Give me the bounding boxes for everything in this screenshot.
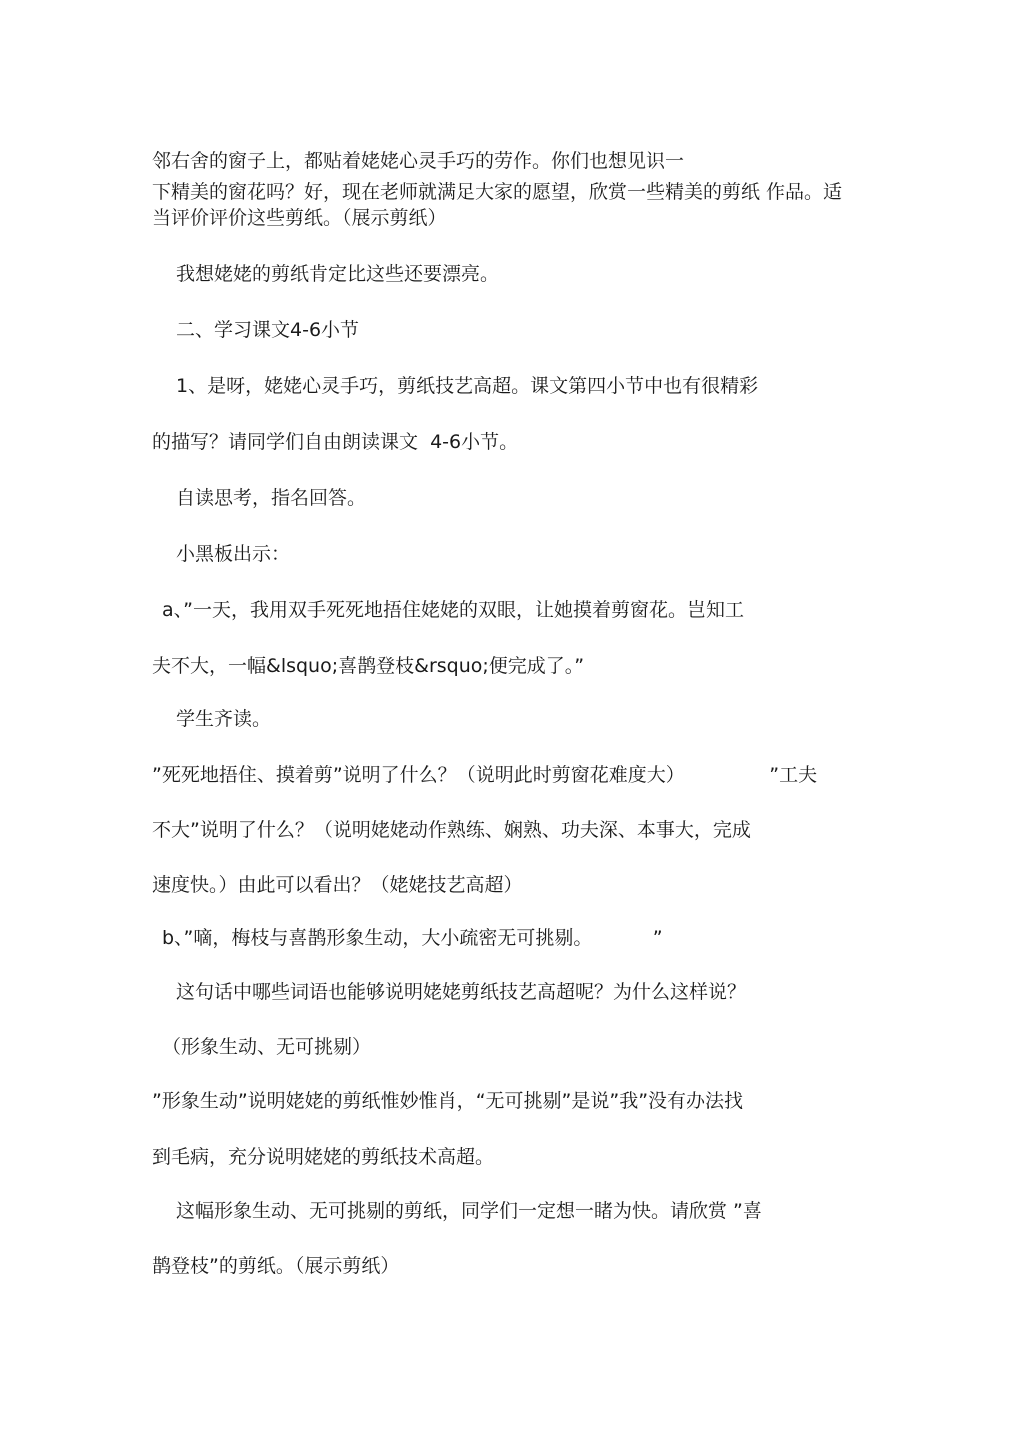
text-line: ”死死地捂住、摸着剪”说明了什么？（说明此时剪窗花难度大） ”工夫 [152, 764, 818, 786]
text-line: ”形象生动”说明姥姥的剪纸惟妙惟肖，“无可挑剔”是说”我”没有办法找 [152, 1090, 744, 1112]
text-line: 1、是呀，姥姥心灵手巧，剪纸技艺高超。课文第四小节中也有很精彩 [176, 375, 759, 397]
text-line: 这句话中哪些词语也能够说明姥姥剪纸技艺高超呢？为什么这样说？ [176, 981, 747, 1003]
text-line: 我想姥姥的剪纸肯定比这些还要漂亮。 [176, 263, 500, 285]
text-line: b、”嘀，梅枝与喜鹊形象生动，大小疏密无可挑剔。 ” [162, 927, 663, 949]
text-line: 的描写？请同学们自由朗读课文 4-6小节。 [152, 431, 519, 453]
text-line: 这幅形象生动、无可挑剔的剪纸，同学们一定想一睹为快。请欣赏 ”喜 [176, 1200, 762, 1222]
text-line: 当评价评价这些剪纸。（展示剪纸） [152, 207, 447, 229]
text-line: 到毛病，充分说明姥姥的剪纸技术高超。 [152, 1146, 495, 1168]
text-line: 下精美的窗花吗？好，现在老师就满足大家的愿望，欣赏一些精美的剪纸 作品。适 [152, 181, 843, 203]
text-line: 鹊登枝”的剪纸。（展示剪纸） [152, 1255, 400, 1277]
text-line: 不大”说明了什么？（说明姥姥动作熟练、娴熟、功夫深、本事大，完成 [152, 819, 751, 841]
text-line: 速度快。）由此可以看出？（姥姥技艺高超） [152, 874, 523, 896]
section-heading: 二、学习课文4-6小节 [176, 319, 360, 341]
text-line: 夫不大，一幅&lsquo;喜鹊登枝&rsquo;便完成了。” [152, 655, 585, 677]
text-line: 自读思考，指名回答。 [176, 487, 367, 509]
text-line: a、”一天，我用双手死死地捂住姥姥的双眼，让她摸着剪窗花。岂知工 [162, 599, 744, 621]
text-line: （形象生动、无可挑剔） [162, 1036, 372, 1058]
text-line: 邻右舍的窗子上，都贴着姥姥心灵手巧的劳作。你们也想见识一 [152, 150, 685, 172]
text-line: 小黑板出示： [176, 543, 291, 565]
text-line: 学生齐读。 [176, 708, 272, 730]
